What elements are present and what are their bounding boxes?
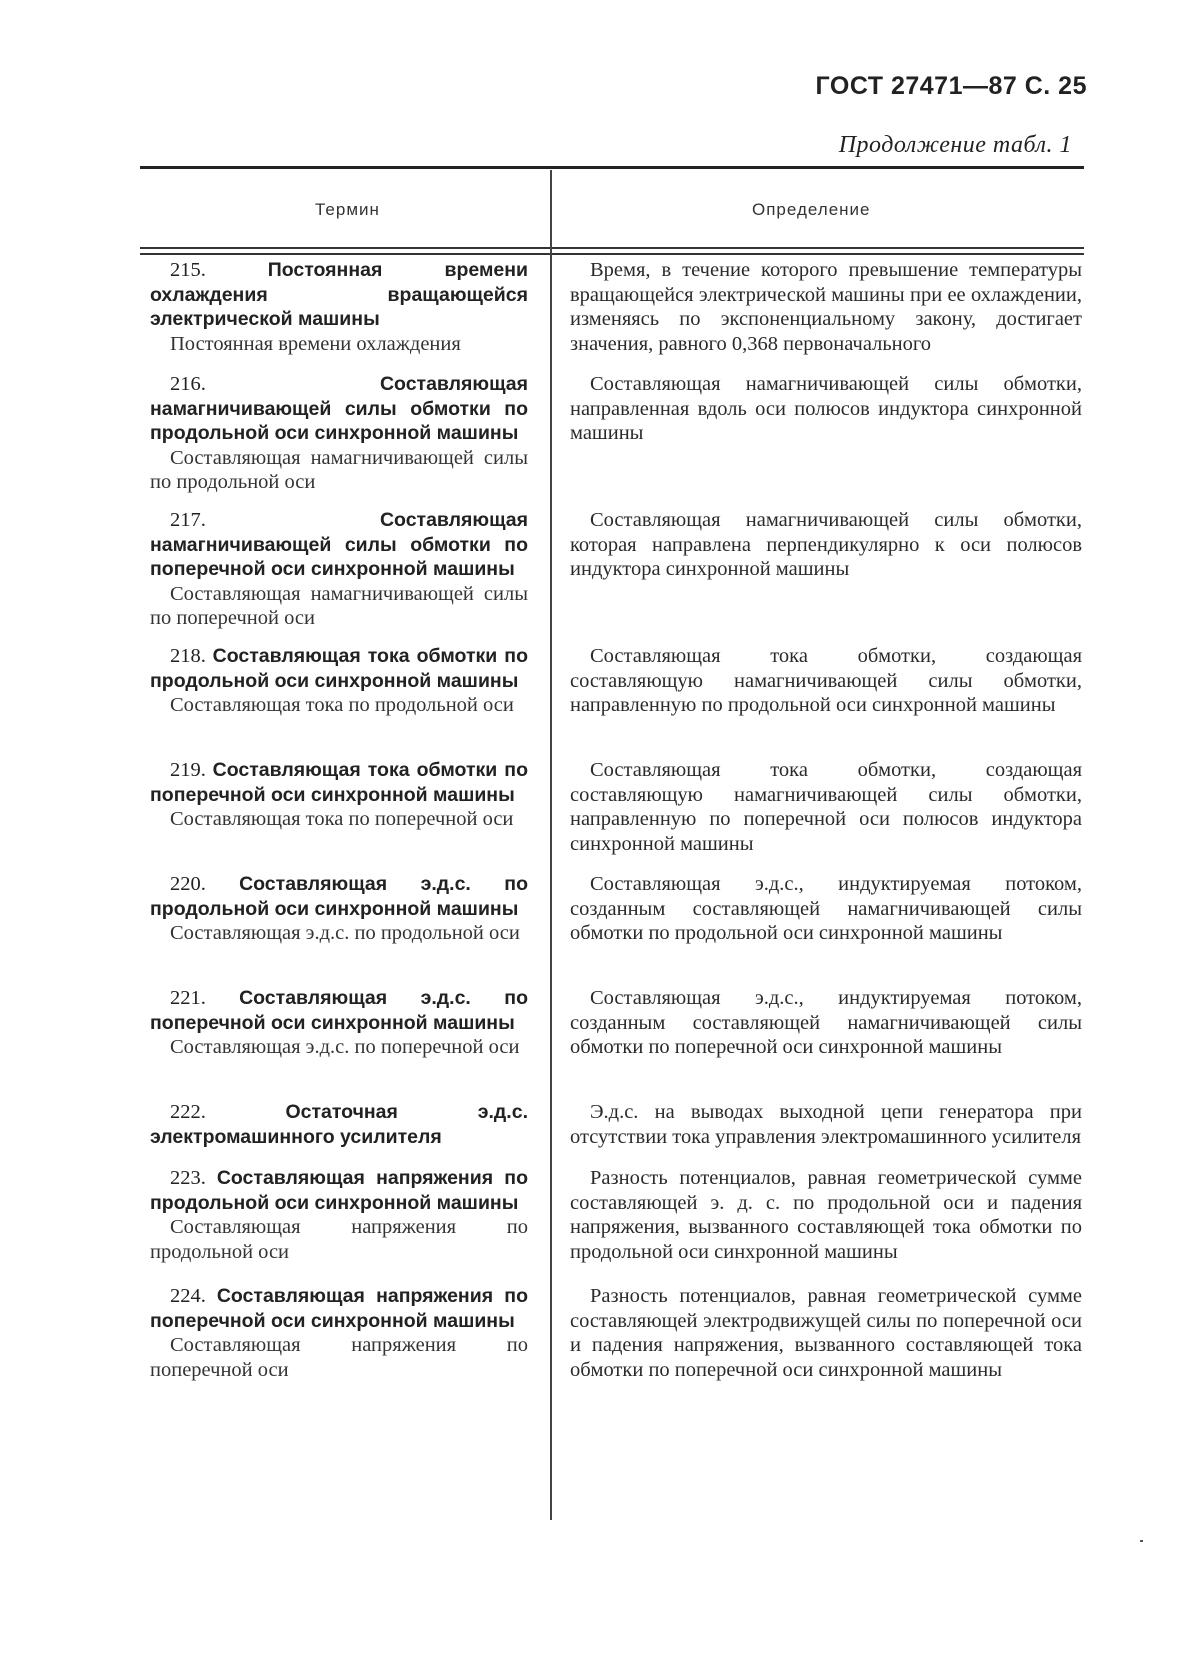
term-cell bbox=[150, 1166, 528, 1264]
term-cell bbox=[150, 1100, 528, 1149]
term-short-form: Составляющая э.д.с. по поперечной оси bbox=[170, 1036, 520, 1058]
term-number: 221. bbox=[170, 987, 206, 1009]
scan-speck bbox=[1140, 1540, 1143, 1542]
term-number: 216. bbox=[170, 373, 206, 395]
term-cell bbox=[150, 258, 528, 356]
term-cell bbox=[150, 872, 528, 946]
term-short-form: Составляющая тока по поперечной оси bbox=[170, 808, 514, 830]
term-cell bbox=[150, 644, 528, 718]
definition-cell: Составляющая тока обмотки, создающая составляющую намагничивающей силы обмотки, направленную по поперечной оси полюсов индуктора синхронной машины bbox=[570, 759, 1082, 855]
definition-cell: Составляющая э.д.с., индуктируемая потоком, созданным составляющей намагничивающей силы обмотки по поперечной оси синхронной машины bbox=[570, 987, 1082, 1058]
term-cell bbox=[150, 986, 528, 1060]
column-divider bbox=[550, 170, 552, 1520]
term-cell bbox=[150, 508, 528, 631]
term-cell bbox=[150, 1284, 528, 1382]
term-name: Постоянная времени охлаждения вращающейся электрической машины bbox=[150, 259, 528, 330]
column-header-definition: Определение bbox=[752, 200, 871, 219]
term-short-form: Составляющая тока по продольной оси bbox=[170, 694, 514, 716]
header-rule bbox=[140, 247, 1084, 249]
definition-cell: Э.д.с. на выводах выходной цепи генератора при отсутствии тока управления электромашинного усилителя bbox=[570, 1101, 1082, 1148]
term-short-form: Постоянная времени охлаждения bbox=[170, 332, 461, 355]
term-cell bbox=[150, 758, 528, 832]
term-number: 222. bbox=[170, 1101, 206, 1123]
term-number: 220. bbox=[170, 873, 206, 895]
definition-cell: Составляющая э.д.с., индуктируемая потоком, созданным составляющей намагничивающей силы обмотки по продольной оси синхронной машины bbox=[570, 873, 1082, 944]
term-number: 218. bbox=[170, 645, 206, 667]
term-number: 215. bbox=[170, 259, 206, 281]
term-short-form: Составляющая намагничивающей силы по продольной оси bbox=[150, 446, 528, 493]
term-number: 217. bbox=[170, 509, 206, 531]
definition-cell: Разность потенциалов, равная геометрической сумме составляющей электродвижущей силы по поперечной оси и падения напряжения, вызванного составляющей тока обмотки по поперечной оси синхронной машины bbox=[570, 1285, 1082, 1381]
definition-cell: Разность потенциалов, равная геометрической сумме составляющей э. д. с. по продольной оси и падения напряжения, вызванного составляющей тока обмотки по продольной оси синхронной машины bbox=[570, 1167, 1082, 1263]
term-number: 224. bbox=[170, 1285, 206, 1307]
term-cell bbox=[150, 372, 528, 495]
term-name: Составляющая тока обмотки по продольной оси синхронной машины bbox=[150, 645, 528, 692]
term-number: 223. bbox=[170, 1167, 206, 1189]
definition-cell: Составляющая тока обмотки, создающая составляющую намагничивающей силы обмотки, направленную по продольной оси синхронной машины bbox=[570, 645, 1082, 716]
definition-cell: Составляющая намагничивающей силы обмотки, направленная вдоль оси полюсов индуктора синхронной машины bbox=[570, 373, 1082, 444]
term-name: Остаточная э.д.с. электромашинного усилителя bbox=[150, 1101, 528, 1148]
term-short-form: Составляющая намагничивающей силы по поперечной оси bbox=[150, 582, 528, 629]
term-name: Составляющая э.д.с. по продольной оси синхронной машины bbox=[150, 873, 528, 920]
term-name: Составляющая напряжения по поперечной оси синхронной машины bbox=[150, 1285, 528, 1332]
term-short-form: Составляющая напряжения по поперечной оси bbox=[150, 1334, 528, 1381]
term-name: Составляющая э.д.с. по поперечной оси синхронной машины bbox=[150, 987, 528, 1034]
table-top-rule bbox=[140, 166, 1084, 169]
term-short-form: Составляющая э.д.с. по продольной оси bbox=[170, 922, 520, 944]
header-rule bbox=[140, 253, 1084, 255]
term-name: Составляющая намагничивающей силы обмотки по продольной оси синхронной машины bbox=[150, 373, 528, 444]
term-name: Составляющая напряжения по продольной оси синхронной машины bbox=[150, 1167, 528, 1214]
term-name: Составляющая намагничивающей силы обмотки по поперечной оси синхронной машины bbox=[150, 509, 528, 580]
definition-cell: Время, в течение которого превышение температуры вращающейся электрической машины при ее охлаждении, изменяясь по экспоненциальному закону, достигает значения, равного 0,368 первоначального bbox=[570, 259, 1082, 355]
term-short-form: Составляющая напряжения по продольной оси bbox=[150, 1216, 528, 1263]
page-header: ГОСТ 27471—87 С. 25 bbox=[815, 72, 1087, 100]
column-header-term: Термин bbox=[315, 200, 380, 219]
definition-cell: Составляющая намагничивающей силы обмотки, которая направлена перпендикулярно к оси полюсов индуктора синхронной машины bbox=[570, 509, 1082, 580]
table-continuation-label: Продолжение табл. 1 bbox=[838, 132, 1072, 158]
term-name: Составляющая тока обмотки по поперечной оси синхронной машины bbox=[150, 759, 528, 806]
term-number: 219. bbox=[170, 759, 206, 781]
